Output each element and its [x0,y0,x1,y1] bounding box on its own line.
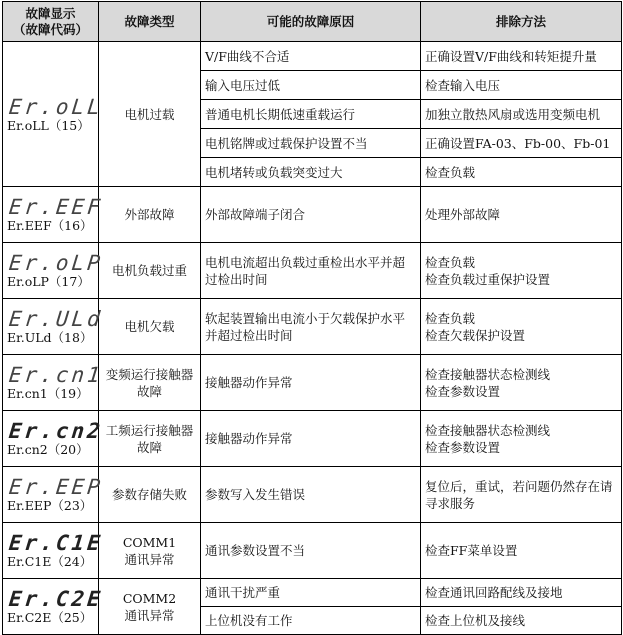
segment-display: Er.C1E [7,531,105,555]
fault-code: Er.C2E（25） [7,610,93,625]
fault-code-cell [3,411,105,467]
fault-code: Er.oLP（17） [7,274,90,289]
fault-cause: 电机电流超出负载过重检出水平并超过检出时间 [201,243,421,299]
header-fault-type: 故障类型 [99,2,201,42]
fault-fix [421,411,622,467]
fault-type: 电机过载 [99,42,201,187]
fault-cause: 电机堵转或负载突变过大 [201,158,421,187]
fault-code: Er.EEP（23） [7,498,93,513]
segment-display: Er.oLP [7,251,105,275]
header-possible-cause: 可能的故障原因 [201,2,421,42]
fault-cause: 通讯参数设置不当 [201,523,421,579]
segment-display: Er.ULd [7,307,105,331]
table-row [3,467,622,523]
fault-fix: 加独立散热风扇或选用变频电机 [421,100,622,129]
fix-line: 检查负载 [425,254,476,270]
fault-cause: 通讯干扰严重 [201,579,421,607]
fault-fix: 处理外部故障 [421,187,622,243]
fix-line: 检查接触器状态检测线 [425,422,551,438]
fault-fix: 检查FF菜单设置 [421,523,622,579]
header-code-label: （故障代码） [12,21,88,37]
fix-line: 检查负载 [425,310,476,326]
fault-fix: 复位后，重试，若问题仍然存在请寻求服务 [421,467,622,523]
fault-fix [421,299,622,355]
fault-code-cell [3,299,105,355]
fix-line: 检查负载过重保护设置 [425,271,551,287]
header-fault-display [3,2,99,42]
fault-table [2,1,622,635]
fault-cause: V/F曲线不合适 [201,42,421,71]
fault-type-line: COMM2 [122,590,177,606]
fault-fix: 检查输入电压 [421,71,622,100]
fault-type: 电机负载过重 [99,243,201,299]
header-solution: 排除方法 [421,2,622,42]
table-row [3,243,622,299]
fault-cause: 上位机没有工作 [201,607,421,635]
fault-type: 参数存储失败 [99,467,201,523]
fault-type: 外部故障 [99,187,201,243]
fault-type-line: 通讯异常 [124,551,175,567]
fix-line: 检查接触器状态检测线 [425,366,551,382]
fault-fix [421,243,622,299]
table-row [3,523,622,579]
header-display-label: 故障显示 [25,5,76,21]
fault-fix: 检查负载 [421,158,622,187]
fault-type [99,579,201,635]
header-row [3,2,622,42]
segment-display: Er.cn1 [7,363,105,387]
fault-fix [421,355,622,411]
segment-display: Er.C2E [7,587,105,611]
table-row [3,299,622,355]
fault-code-cell [3,42,105,187]
table-row [3,42,622,71]
fault-fix: 检查上位机及接线 [421,607,622,635]
fault-fix: 检查通讯回路配线及接地 [421,579,622,607]
fault-type-line: COMM1 [122,534,177,550]
fix-line: 检查参数设置 [425,383,501,399]
fault-code: Er.C1E（24） [7,554,93,569]
fault-cause: 接触器动作异常 [201,411,421,467]
fault-code: Er.oLL（15） [7,117,90,133]
fault-type: 变频运行接触器故障 [99,355,201,411]
table-row [3,187,622,243]
fix-line: 检查欠载保护设置 [425,327,526,343]
fix-line: 检查参数设置 [425,439,501,455]
fault-code-cell [3,355,105,411]
fault-code-cell [3,579,105,635]
fault-type: 电机欠载 [99,299,201,355]
fault-code-cell [3,243,105,299]
fault-code: Er.ULd（18） [7,330,93,345]
fault-code: Er.cn1（19） [7,386,89,401]
fault-code: Er.EEF（16） [7,218,93,233]
segment-display: Er.cn2 [7,419,105,443]
table-row [3,355,622,411]
fault-fix: 正确设置FA-03、Fb-00、Fb-01 [421,129,622,158]
fault-cause: 输入电压过低 [201,71,421,100]
fault-code-cell [3,523,105,579]
fault-cause: 参数写入发生错误 [201,467,421,523]
fault-code: Er.cn2（20） [7,442,89,457]
fault-fix: 正确设置V/F曲线和转矩提升量 [421,42,622,71]
fault-type [99,523,201,579]
fault-cause: 外部故障端子闭合 [201,187,421,243]
table-row [3,411,622,467]
fault-cause: 软起装置输出电流小于欠载保护水平并超过检出时间 [201,299,421,355]
fault-cause: 普通电机长期低速重载运行 [201,100,421,129]
segment-display: Er.EEP [7,475,105,499]
fault-type: 工频运行接触器故障 [99,411,201,467]
fault-code-cell [3,187,105,243]
fault-cause: 电机铭牌或过载保护设置不当 [201,129,421,158]
table-row [3,579,622,607]
segment-display: Er.EEF [7,195,105,219]
fault-type-line: 通讯异常 [124,607,175,623]
segment-display: Er.oLL [7,94,105,119]
fault-code-cell [3,467,105,523]
fault-cause: 接触器动作异常 [201,355,421,411]
